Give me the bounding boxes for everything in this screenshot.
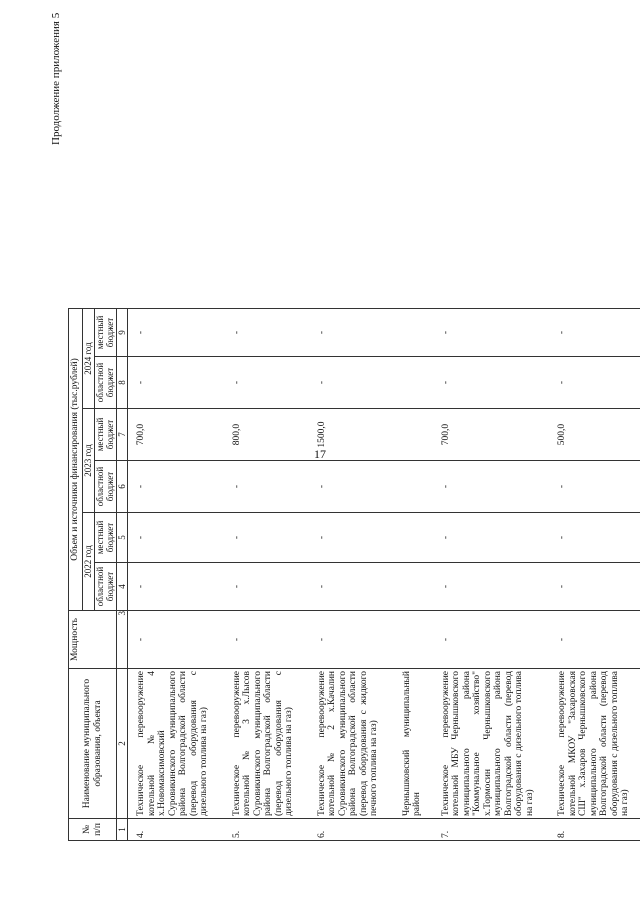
value-cell: 700,0 bbox=[128, 409, 224, 461]
district-name: Чернышковский муниципальный район bbox=[394, 669, 433, 819]
value-cell bbox=[394, 409, 433, 461]
value-cell: 800,0 bbox=[224, 409, 309, 461]
table-row bbox=[433, 309, 550, 841]
funding-table bbox=[68, 308, 640, 841]
column-number: 8 bbox=[117, 357, 128, 409]
value-cell: - bbox=[309, 513, 394, 563]
value-cell: - bbox=[309, 309, 394, 357]
column-number: 1 bbox=[117, 819, 128, 841]
row-name: Техническое перевооружение котельной МБУ Чернышковского муниципального района "Коммунальное хозяйство" х.Тормосин Чернышковского муниципального района Волгоградской области (перевод оборудования с дизельного топлива на газ) bbox=[433, 669, 550, 819]
value-cell: - bbox=[224, 357, 309, 409]
column-number: 2 bbox=[117, 669, 128, 819]
header-year-2024: 2024 год bbox=[82, 309, 95, 409]
value-cell bbox=[394, 309, 433, 357]
header-year-2023: 2023 год bbox=[82, 409, 95, 513]
value-cell: - bbox=[128, 357, 224, 409]
header-regional-2022: областной бюджет bbox=[95, 563, 117, 611]
value-cell bbox=[394, 461, 433, 513]
value-cell: - bbox=[433, 309, 550, 357]
value-cell: - bbox=[309, 563, 394, 611]
header-funding: Объем и источники финансирования (тыс.рублей) bbox=[69, 309, 83, 611]
value-cell bbox=[394, 357, 433, 409]
table-row bbox=[549, 309, 640, 841]
header-num: № п/п bbox=[69, 819, 117, 841]
table-row bbox=[128, 309, 224, 841]
header-local-2022: местный бюджет bbox=[95, 513, 117, 563]
column-number: 6 bbox=[117, 461, 128, 513]
value-cell: - bbox=[433, 357, 550, 409]
value-cell: - bbox=[549, 309, 640, 357]
row-power: - bbox=[224, 611, 309, 669]
value-cell: - bbox=[128, 309, 224, 357]
value-cell: - bbox=[309, 461, 394, 513]
header-regional-2024: областной бюджет bbox=[95, 357, 117, 409]
row-name: Техническое перевооружение котельной № 3 х.Лысов Суровикинского муниципального района Волгоградской области (перевод оборудования с дизельного топлива на газ) bbox=[224, 669, 309, 819]
value-cell: - bbox=[128, 513, 224, 563]
header-power: Мощность bbox=[69, 611, 117, 669]
header-regional-2023: областной бюджет bbox=[95, 461, 117, 513]
row-name: Техническое перевооружение котельной № 4 х.Новомаксимовский Суровикинского муниципального района Волгоградской области (перевод оборудования с дизельного топлива на газ) bbox=[128, 669, 224, 819]
value-cell: - bbox=[433, 461, 550, 513]
value-cell: - bbox=[128, 563, 224, 611]
appendix-note: Продолжение приложения 5 bbox=[50, 12, 62, 145]
value-cell: - bbox=[549, 513, 640, 563]
row-power: - bbox=[433, 611, 550, 669]
row-num: 7. bbox=[433, 819, 550, 841]
header-name: Наименование муниципального образования, объекта bbox=[69, 669, 117, 819]
district-heading-row bbox=[394, 309, 433, 841]
table-row bbox=[309, 309, 394, 841]
column-number: 4 bbox=[117, 563, 128, 611]
row-num bbox=[394, 819, 433, 841]
value-cell: - bbox=[549, 461, 640, 513]
row-power bbox=[394, 611, 433, 669]
value-cell: - bbox=[224, 513, 309, 563]
row-power: - bbox=[549, 611, 640, 669]
row-num: 4. bbox=[128, 819, 224, 841]
row-num: 5. bbox=[224, 819, 309, 841]
value-cell: 1500,0 bbox=[309, 409, 394, 461]
column-number-row bbox=[117, 309, 128, 841]
value-cell: 700,0 bbox=[433, 409, 550, 461]
value-cell: - bbox=[128, 461, 224, 513]
column-number: 7 bbox=[117, 409, 128, 461]
header-local-2023: местный бюджет bbox=[95, 409, 117, 461]
table-row bbox=[224, 309, 309, 841]
value-cell: - bbox=[224, 461, 309, 513]
value-cell: - bbox=[433, 513, 550, 563]
value-cell: - bbox=[433, 563, 550, 611]
value-cell: 500,0 bbox=[549, 409, 640, 461]
row-name: Техническое перевооружение котельной № 2 х.Качалин Суровикинского муниципального района Волгоградской области (перевод оборудования с жидкого печного топлива на газ) bbox=[309, 669, 394, 819]
column-number: 9 bbox=[117, 309, 128, 357]
row-power: - bbox=[309, 611, 394, 669]
value-cell bbox=[394, 513, 433, 563]
value-cell bbox=[394, 563, 433, 611]
header-year-2022: 2022 год bbox=[82, 513, 95, 611]
row-num: 6. bbox=[309, 819, 394, 841]
value-cell: - bbox=[224, 309, 309, 357]
row-name: Техническое перевооружение котельной МКОУ "Захаровская СШ" х.Захаров Чернышковского муниципального района Волгоградской области (перевод оборудования с дизельного топлива на газ) bbox=[549, 669, 640, 819]
value-cell: - bbox=[549, 563, 640, 611]
header-local-2024: местный бюджет bbox=[95, 309, 117, 357]
row-num: 8. bbox=[549, 819, 640, 841]
row-power: - bbox=[128, 611, 224, 669]
column-number: 5 bbox=[117, 513, 128, 563]
value-cell: - bbox=[224, 563, 309, 611]
value-cell: - bbox=[309, 357, 394, 409]
value-cell: - bbox=[549, 357, 640, 409]
page-number: 17 bbox=[314, 447, 326, 461]
column-number: 3 bbox=[117, 611, 128, 669]
